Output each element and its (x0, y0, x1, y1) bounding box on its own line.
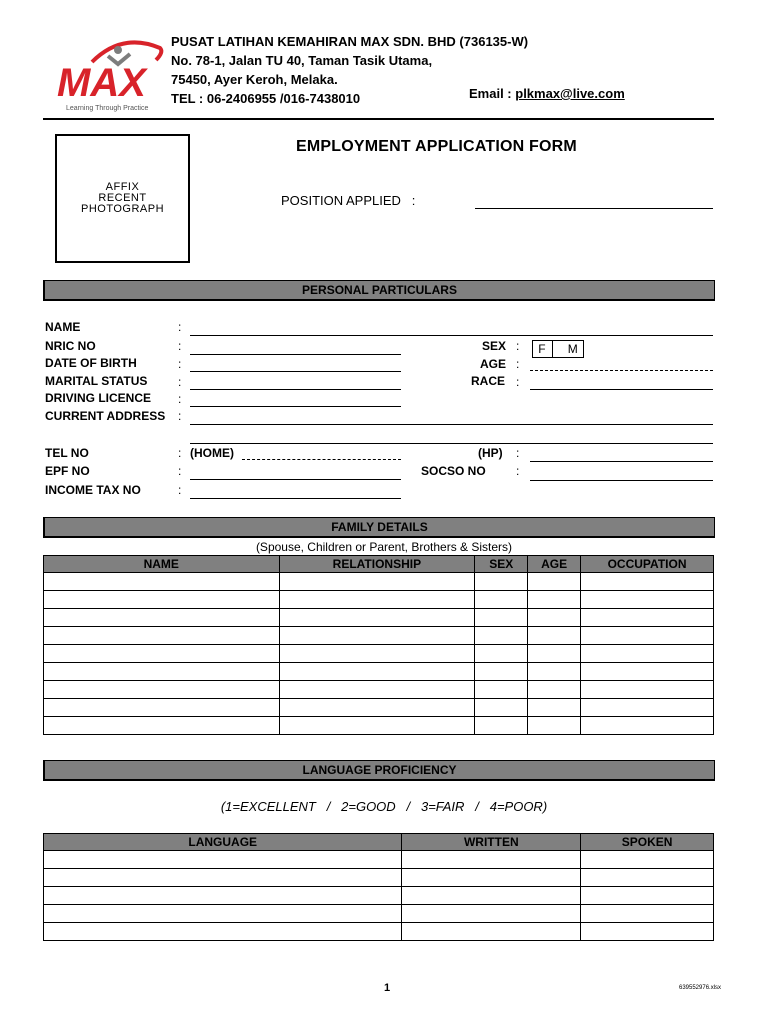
table-cell[interactable] (581, 851, 714, 869)
table-row (44, 869, 714, 887)
label-tel: TEL NO (45, 446, 89, 460)
table-cell[interactable] (44, 717, 280, 735)
table-row (44, 573, 714, 591)
colon: : (178, 320, 182, 334)
photo-line-1: AFFIX (105, 181, 140, 193)
table-row (44, 923, 714, 941)
label-age: AGE (480, 357, 507, 371)
epf-field[interactable] (190, 479, 401, 480)
colon: : (178, 483, 182, 497)
label-dob: DATE OF BIRTH (45, 356, 137, 370)
col-occupation: OCCUPATION (581, 556, 714, 573)
table-cell[interactable] (44, 591, 280, 609)
table-cell[interactable] (44, 627, 280, 645)
dob-field[interactable] (190, 371, 401, 372)
marital-field[interactable] (190, 389, 401, 390)
label-marital: MARITAL STATUS (45, 374, 148, 388)
sex-option-m[interactable]: M (567, 342, 578, 356)
label-address: CURRENT ADDRESS (45, 409, 166, 423)
company-logo (52, 34, 170, 114)
table-cell[interactable] (279, 627, 475, 645)
table-row (44, 905, 714, 923)
table-cell[interactable] (528, 573, 581, 591)
table-cell[interactable] (44, 905, 402, 923)
table-cell[interactable] (581, 887, 714, 905)
photo-line-2: RECENT (98, 192, 147, 204)
label-epf: EPF NO (45, 464, 90, 478)
address-line-1: No. 78-1, Jalan TU 40, Taman Tasik Utama, (171, 53, 433, 68)
table-cell[interactable] (44, 609, 280, 627)
label-income-tax: INCOME TAX NO (45, 483, 141, 497)
form-title: EMPLOYMENT APPLICATION FORM (296, 138, 577, 155)
table-cell[interactable] (581, 923, 714, 941)
language-scale: (1=EXCELLENT / 2=GOOD / 3=FAIR / 4=POOR) (220, 799, 548, 814)
table-cell[interactable] (581, 645, 714, 663)
table-cell[interactable] (402, 923, 581, 941)
page-number: 1 (384, 982, 391, 994)
table-cell[interactable] (475, 699, 528, 717)
label-home: (HOME) (190, 446, 234, 460)
table-row (44, 591, 714, 609)
label-hp: (HP) (478, 446, 503, 460)
table-cell[interactable] (528, 645, 581, 663)
table-cell[interactable] (528, 681, 581, 699)
colon: : (178, 392, 182, 406)
table-row (44, 887, 714, 905)
table-cell[interactable] (279, 717, 475, 735)
colon: : (178, 339, 182, 353)
table-cell[interactable] (581, 591, 714, 609)
table-cell[interactable] (279, 681, 475, 699)
company-reg: (736135-W) (459, 34, 529, 49)
hp-field[interactable] (530, 461, 713, 462)
table-cell[interactable] (581, 905, 714, 923)
email-label: Email : (469, 86, 516, 101)
table-row (44, 609, 714, 627)
label-nric: NRIC NO (45, 339, 96, 353)
table-cell[interactable] (475, 627, 528, 645)
table-cell[interactable] (279, 699, 475, 717)
table-cell[interactable] (279, 573, 475, 591)
table-row (44, 851, 714, 869)
table-cell[interactable] (44, 923, 402, 941)
table-cell[interactable] (475, 609, 528, 627)
table-cell[interactable] (581, 681, 714, 699)
section-language-proficiency: LANGUAGE PROFICIENCY (43, 760, 715, 781)
section-family-details: FAMILY DETAILS (43, 517, 715, 538)
table-cell[interactable] (279, 663, 475, 681)
table-cell[interactable] (581, 699, 714, 717)
nric-field[interactable] (190, 354, 401, 355)
col-spoken: SPOKEN (581, 834, 714, 851)
table-cell[interactable] (475, 591, 528, 609)
race-field[interactable] (530, 389, 713, 390)
table-cell[interactable] (475, 573, 528, 591)
colon: : (178, 375, 182, 389)
table-row (44, 645, 714, 663)
name-field[interactable] (190, 335, 713, 336)
address-field-2[interactable] (190, 443, 713, 444)
table-cell[interactable] (581, 609, 714, 627)
home-tel-field[interactable] (242, 459, 401, 460)
address-field-1[interactable] (190, 424, 713, 425)
table-cell[interactable] (44, 681, 280, 699)
photo-line-3: PHOTOGRAPH (80, 203, 165, 215)
income-tax-field[interactable] (190, 498, 401, 499)
table-cell[interactable] (44, 699, 280, 717)
section-personal-particulars: PERSONAL PARTICULARS (43, 280, 715, 301)
table-cell[interactable] (402, 851, 581, 869)
colon: : (178, 446, 182, 460)
table-cell[interactable] (279, 591, 475, 609)
colon: : (178, 464, 182, 478)
email-address[interactable]: plkmax@live.com (515, 86, 625, 101)
table-cell[interactable] (44, 887, 402, 905)
table-row (44, 699, 714, 717)
age-field[interactable] (530, 370, 713, 371)
table-cell[interactable] (44, 663, 280, 681)
table-cell[interactable] (528, 627, 581, 645)
table-cell[interactable] (44, 869, 402, 887)
col-language: LANGUAGE (44, 834, 402, 851)
label-sex: SEX (482, 339, 507, 353)
table-row (44, 681, 714, 699)
col-age: AGE (528, 556, 581, 573)
file-reference: 639552976.xlsx (679, 985, 722, 991)
table-cell[interactable] (475, 663, 528, 681)
table-row (44, 663, 714, 681)
table-cell[interactable] (581, 573, 714, 591)
licence-field[interactable] (190, 406, 401, 407)
colon: : (516, 357, 520, 371)
table-cell[interactable] (581, 869, 714, 887)
col-sex: SEX (475, 556, 528, 573)
table-cell[interactable] (528, 717, 581, 735)
colon: : (516, 375, 520, 389)
table-row (44, 717, 714, 735)
position-applied-label: POSITION APPLIED : (281, 193, 416, 208)
family-table (43, 555, 714, 735)
socso-field[interactable] (530, 480, 713, 481)
table-row (44, 627, 714, 645)
table-cell[interactable] (402, 887, 581, 905)
table-cell[interactable] (581, 717, 714, 735)
sex-option-f[interactable]: F (538, 342, 546, 356)
table-cell[interactable] (475, 717, 528, 735)
col-written: WRITTEN (402, 834, 581, 851)
label-race: RACE (471, 374, 506, 388)
address-line-2: 75450, Ayer Keroh, Melaka. (171, 72, 338, 87)
table-cell[interactable] (528, 699, 581, 717)
label-socso: SOCSO NO (421, 464, 486, 478)
colon: : (178, 357, 182, 371)
company-tel: TEL : 06-2406955 /016-7438010 (171, 91, 361, 106)
table-cell[interactable] (581, 627, 714, 645)
family-note: (Spouse, Children or Parent, Brothers & Sisters) (255, 540, 513, 554)
table-cell[interactable] (581, 663, 714, 681)
label-name: NAME (45, 320, 81, 334)
colon: : (516, 339, 520, 353)
col-name: NAME (44, 556, 280, 573)
header-divider (43, 118, 714, 120)
table-cell[interactable] (475, 681, 528, 699)
position-applied-field[interactable] (475, 208, 713, 209)
table-cell[interactable] (279, 609, 475, 627)
table-cell[interactable] (528, 609, 581, 627)
table-cell[interactable] (279, 645, 475, 663)
colon: : (178, 409, 182, 423)
company-name: PUSAT LATIHAN KEMAHIRAN MAX SDN. BHD (171, 34, 456, 49)
colon: : (516, 464, 520, 478)
col-relationship: RELATIONSHIP (279, 556, 475, 573)
language-table (43, 833, 714, 941)
logo-text: MAX (57, 61, 146, 105)
table-cell[interactable] (44, 573, 280, 591)
colon: : (516, 446, 520, 460)
table-cell[interactable] (475, 645, 528, 663)
table-cell[interactable] (528, 663, 581, 681)
company-email (469, 86, 625, 101)
table-cell[interactable] (44, 645, 280, 663)
table-cell[interactable] (44, 851, 402, 869)
table-cell[interactable] (528, 591, 581, 609)
table-cell[interactable] (402, 869, 581, 887)
sex-selector[interactable] (532, 340, 584, 358)
label-licence: DRIVING LICENCE (45, 391, 152, 405)
photo-box (55, 134, 190, 263)
logo-tagline: Learning Through Practice (66, 105, 149, 112)
table-cell[interactable] (402, 905, 581, 923)
